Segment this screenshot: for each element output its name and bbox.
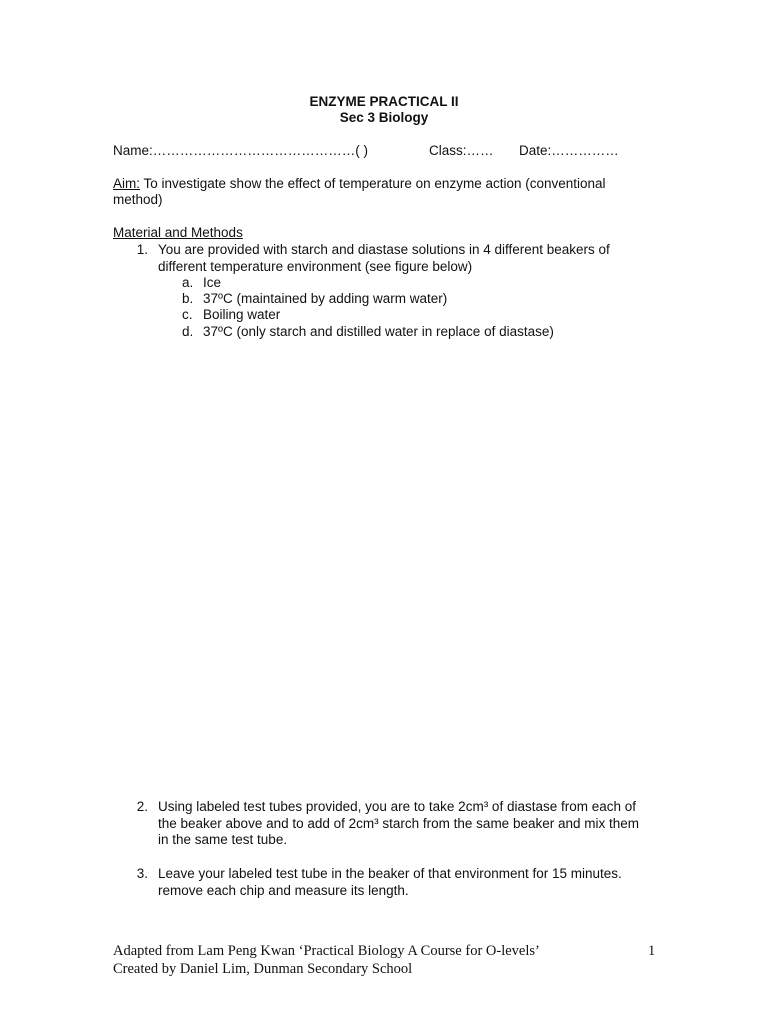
footer-created-by: Created by Daniel Lim, Dunman Secondary School: [113, 961, 413, 977]
option-letter: b.: [182, 291, 194, 306]
step-1-number: 1.: [136, 242, 148, 257]
document-title: ENZYME PRACTICAL II: [309, 94, 459, 109]
step-3-text-continued: remove each chip and measure its length.: [158, 883, 409, 898]
aim-line: [113, 176, 606, 191]
option-text: Ice: [203, 275, 222, 290]
page-number: 1: [648, 943, 656, 959]
step-1-text: You are provided with starch and diastase solutions in 4 different beakers of: [158, 242, 610, 257]
aim-text: To investigate show the effect of temperature on enzyme action (conventional: [140, 176, 606, 191]
aim-label: Aim:: [113, 176, 140, 191]
step-2-number: 2.: [136, 799, 148, 814]
footer-adapted-from: Adapted from Lam Peng Kwan ‘Practical Biology A Course for O-levels’: [113, 943, 540, 959]
document-subtitle: Sec 3 Biology: [339, 110, 429, 125]
option-letter: d.: [182, 324, 194, 339]
step-3-text: Leave your labeled test tube in the beaker of that environment for 15 minutes.: [158, 866, 622, 881]
step-2-text-end: in the same test tube.: [158, 832, 288, 847]
class-field: Class:……: [429, 143, 494, 158]
step-2-text-continued: the beaker above and to add of 2cm³ starch from the same beaker and mix them: [158, 816, 640, 831]
step-2-text: Using labeled test tubes provided, you are to take 2cm³ of diastase from each of: [158, 799, 637, 814]
aim-text-continued: method): [113, 192, 163, 207]
option-text: Boiling water: [203, 307, 281, 322]
step-3-number: 3.: [136, 866, 148, 881]
methods-heading: Material and Methods: [113, 225, 243, 240]
option-letter: a.: [182, 275, 194, 290]
date-field: Date:……………: [519, 143, 619, 158]
option-text: 37ºC (only starch and distilled water in replace of diastase): [203, 324, 554, 339]
name-field: Name:………………………………………( ): [113, 143, 369, 158]
option-text: 37ºC (maintained by adding warm water): [203, 291, 448, 306]
option-letter: c.: [182, 307, 193, 322]
step-1-text-continued: different temperature environment (see figure below): [158, 259, 473, 274]
